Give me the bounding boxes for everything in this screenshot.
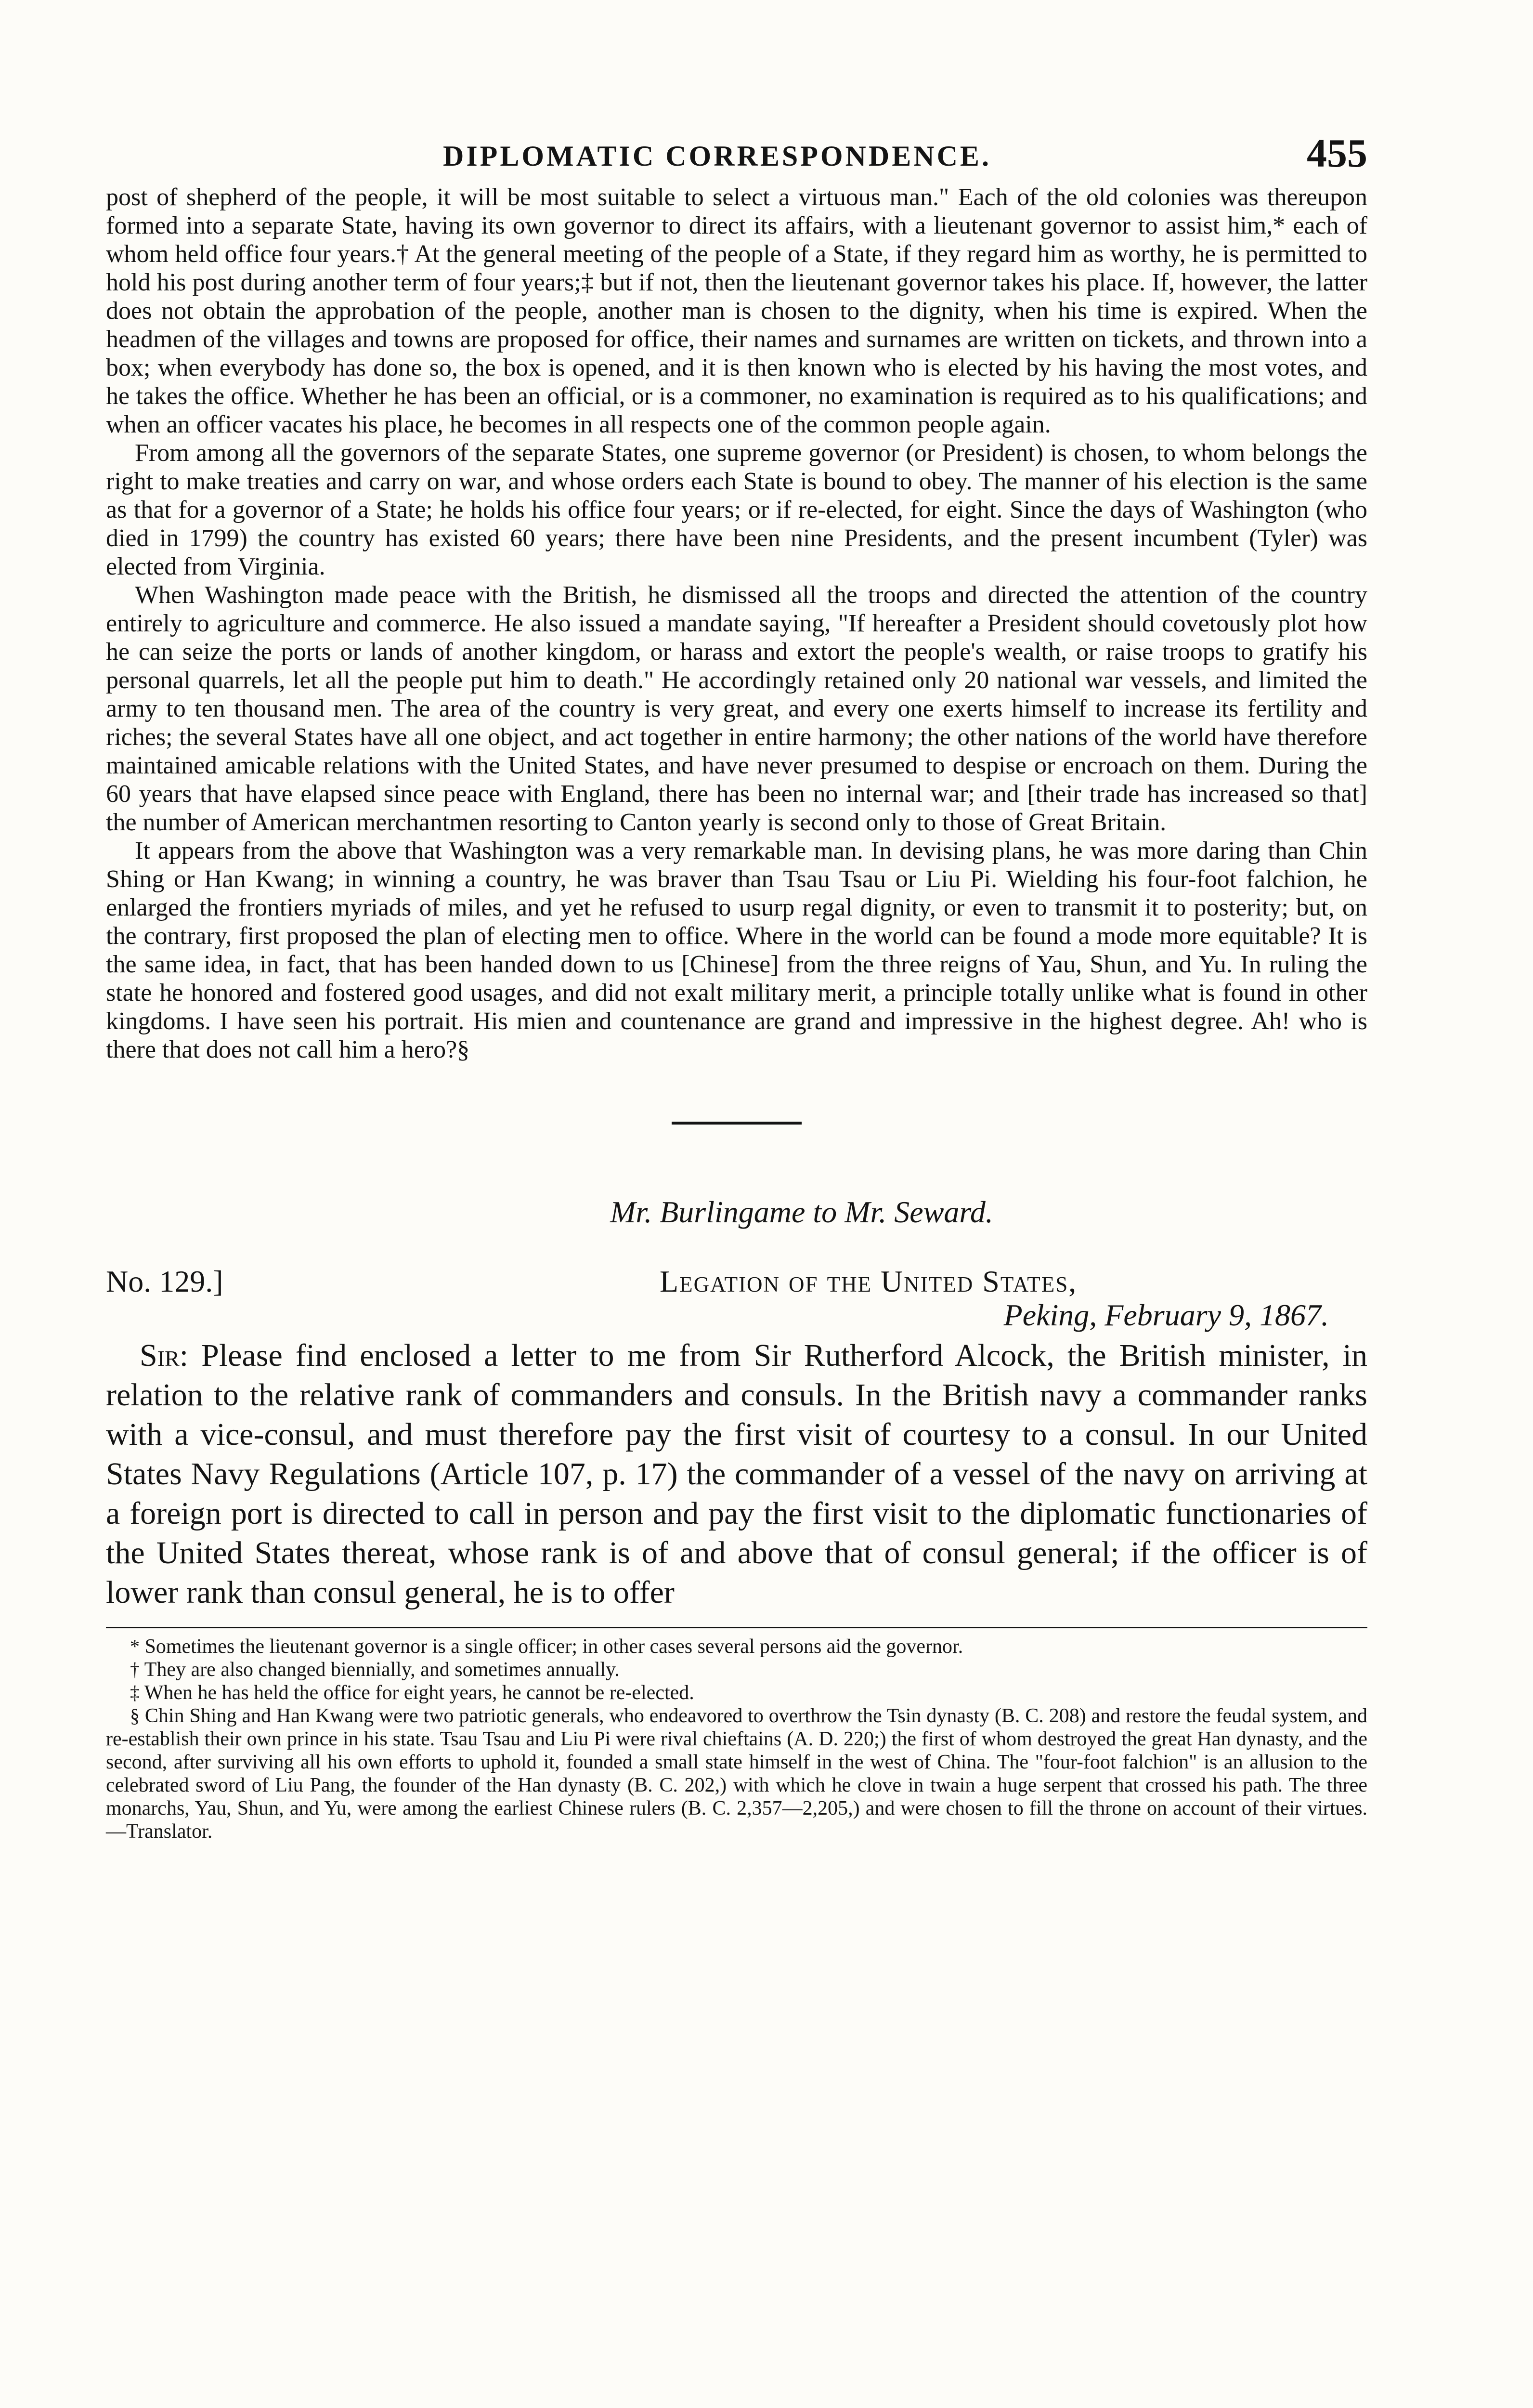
letter-paragraph — [106, 1336, 1367, 1612]
running-head — [106, 130, 1367, 183]
running-title: DIPLOMATIC CORRESPONDENCE. — [443, 140, 991, 172]
paragraph: When Washington made peace with the British, he dismissed all the troops and directed the attention of the country entirely to agriculture and commerce. He also issued a mandate saying, "If hereafter a President should covetously plot how he can seize the ports or lands of another kingdom, or harass and extort the people's wealth, or raise troops to gratify his personal quarrels, let all the people put him to death." He accordingly retained only 20 national war vessels, and limited the army to ten thousand men. The area of the country is very great, and every one exerts himself to increase its fertility and riches; the several States have all one object, and act together in entire harmony; the other nations of the world have therefore maintained amicable relations with the United States, and have never presumed to despise or encroach on them. During the 60 years that have elapsed since peace with England, there has been no internal war; and [their trade has increased so that] the number of American merchantmen resorting to Canton yearly is second only to those of Great Britain. — [106, 581, 1367, 836]
paragraph: It appears from the above that Washington was a very remarkable man. In devising plans, he was more daring than Chin Shing or Han Kwang; in winning a country, he was braver than Tsau Tsau or Liu Pi. Wielding his four-foot falchion, he enlarged the frontiers myriads of miles, and yet he refused to usurp regal dignity, or even to transmit it to posterity; but, on the contrary, first proposed the plan of electing men to office. Where in the world can be found a mode more equitable? It is the same idea, in fact, that has been handed down to us [Chinese] from the three reigns of Yau, Shun, and Yu. In ruling the state he honored and fostered good usages, and did not exalt military merit, a principle totally unlike what is found in other kingdoms. I have seen his portrait. His mien and countenance are grand and impressive in the highest degree. Ah! who is there that does not call him a hero?§ — [106, 837, 1367, 1063]
letter-meta — [106, 1264, 1367, 1336]
footnote-mark: § — [130, 1705, 140, 1727]
letter-text: Please find enclosed a letter to me from Sir Rutherford Alcock, the British minister, in relation to the relative rank of commanders and consuls. In the British navy a commander ranks with a vice-consul, and must therefore pay the first visit of courtesy to a consul. In our United States Navy Regulations (Article 107, p. 17) the commander of a vessel of the navy on arriving at a foreign port is directed to call in person and pay the first visit to the diplomatic functionaries of the United States thereat, whose rank is of and above that of consul general; if the officer is of lower rank than consul general, he is to offer — [106, 1338, 1368, 1610]
footnotes — [106, 1627, 1367, 1843]
footnote — [106, 1658, 1367, 1681]
letter-number: No. 129.] — [106, 1264, 223, 1298]
page-number: 455 — [1307, 131, 1367, 176]
footnote-text: Chin Shing and Han Kwang were two patriotic generals, who endeavored to overthrow the Tsin dynasty (B. C. 208) and restore the feudal system, and re-establish their own prince in his state. Tsau Tsau and Liu Pi were rival chieftains (A. D. 220;) the first of whom destroyed the great Han dynasty, and the second, after surviving all his own efforts to uphold it, founded a small state himself in the west of China. The "four-foot falchion" is an allusion to the celebrated sword of Liu Pang, the founder of the Han dynasty (B. C. 202,) with which he clove in twain a huge serpent that crossed his path. The three monarchs, Yau, Shun, and Yu, were among the earliest Chinese rulers (B. C. 2,357—2,205,) and were chosen to fill the throne on account of their virtues.—Translator. — [106, 1705, 1368, 1843]
salutation: Sir: — [140, 1338, 189, 1373]
document-page — [106, 130, 1367, 1843]
paragraph: From among all the governors of the separate States, one supreme governor (or President) is chosen, to whom belongs the right to make treaties and carry on war, and whose orders each State is bound to obey. The manner of his election is the same as that for a governor of a State; he holds his office four years; or if re-elected, for eight. Since the days of Washington (who died in 1799) the country has existed 60 years; there have been nine Presidents, and the present incumbent (Tyler) was elected from Virginia. — [106, 439, 1367, 580]
paragraph: post of shepherd of the people, it will be most suitable to select a virtuous man." Each of the old colonies was thereupon formed into a separate State, having its own governor to direct its affairs, with a lieutenant governor to assist him,* each of whom held office four years.† At the general meeting of the people of a State, if they regard him as worthy, he is permitted to hold his post during another term of four years;‡ but if not, then the lieutenant governor takes his place. If, however, the latter does not obtain the approbation of the people, another man is chosen to the dignity, when his time is expired. When the headmen of the villages and towns are proposed for office, their names and surnames are written on tickets, and thrown into a box; when everybody has done so, the box is opened, and it is then known who is elected by his having the most votes, and he takes the office. Whether he has been an official, or is a commoner, no examination is required as to his qualifications; and when an officer vacates his place, he becomes in all respects one of the common people again. — [106, 183, 1367, 438]
footnote-text: When he has held the office for eight years, he cannot be re-elected. — [144, 1682, 694, 1704]
continued-article — [106, 183, 1367, 1064]
footnote-text: They are also changed biennially, and sometimes annually. — [144, 1659, 620, 1681]
letter-heading: Mr. Burlingame to Mr. Seward. — [610, 1195, 993, 1229]
footnote-mark: ‡ — [130, 1682, 140, 1703]
footnote-mark: * — [130, 1636, 140, 1657]
dateline: Peking, February 9, 1867. — [1003, 1298, 1329, 1332]
footnote-text: Sometimes the lieutenant governor is a single officer; in other cases several persons aid the governor. — [144, 1636, 963, 1658]
footnote — [106, 1681, 1367, 1704]
section-divider — [672, 1122, 802, 1125]
footnote — [106, 1635, 1367, 1658]
letter-body — [106, 1336, 1367, 1612]
footnote — [106, 1704, 1367, 1843]
legation-line: Legation of the United States, — [660, 1264, 1078, 1298]
footnote-mark: † — [130, 1659, 140, 1680]
